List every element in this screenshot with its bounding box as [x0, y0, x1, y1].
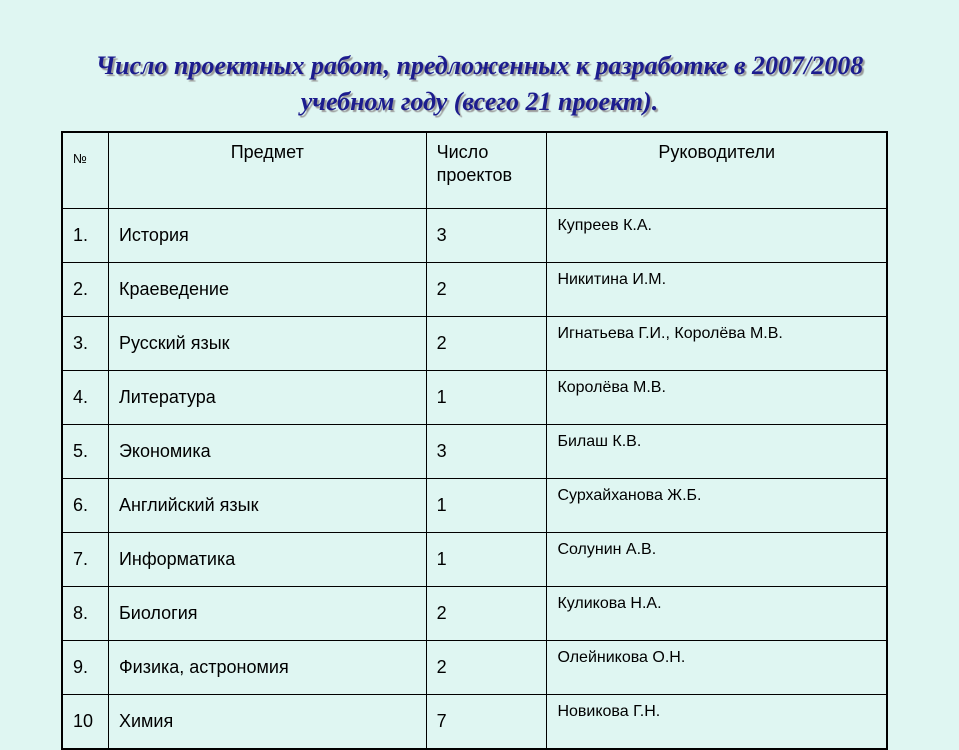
table-row — [62, 209, 887, 263]
row-count: 3 — [426, 209, 547, 263]
row-subject: Химия — [108, 695, 426, 750]
row-leaders: Никитина И.М. — [547, 263, 887, 317]
row-num: 6. — [62, 479, 108, 533]
page-title — [0, 48, 959, 120]
header-num: № — [62, 132, 108, 209]
table-row — [62, 263, 887, 317]
row-count: 2 — [426, 641, 547, 695]
row-subject: Английский язык — [108, 479, 426, 533]
row-num: 9. — [62, 641, 108, 695]
header-leaders: Руководители — [547, 132, 887, 209]
table-row — [62, 587, 887, 641]
row-count: 3 — [426, 425, 547, 479]
header-subject: Предмет — [108, 132, 426, 209]
row-leaders: Новикова Г.Н. — [547, 695, 887, 750]
row-subject: Экономика — [108, 425, 426, 479]
row-leaders: Игнатьева Г.И., Королёва М.В. — [547, 317, 887, 371]
row-leaders: Королёва М.В. — [547, 371, 887, 425]
row-leaders: Олейникова О.Н. — [547, 641, 887, 695]
header-count — [426, 132, 547, 209]
row-subject: Литература — [108, 371, 426, 425]
row-num: 7. — [62, 533, 108, 587]
row-num: 8. — [62, 587, 108, 641]
table-row — [62, 479, 887, 533]
row-subject: Биология — [108, 587, 426, 641]
row-num: 1. — [62, 209, 108, 263]
row-subject: Краеведение — [108, 263, 426, 317]
row-subject: Физика, астрономия — [108, 641, 426, 695]
title-line-1: Число проектных работ, предложенных к разработке в 2007/2008 — [95, 51, 864, 80]
header-count-line-2: проектов — [436, 165, 513, 185]
table-row — [62, 317, 887, 371]
table-row — [62, 695, 887, 750]
row-leaders: Билаш К.В. — [547, 425, 887, 479]
row-num: 5. — [62, 425, 108, 479]
table-row — [62, 641, 887, 695]
row-num: 3. — [62, 317, 108, 371]
header-row — [62, 132, 887, 209]
row-count: 7 — [426, 695, 547, 750]
row-count: 1 — [426, 479, 547, 533]
table-row — [62, 371, 887, 425]
table-row — [62, 425, 887, 479]
row-leaders: Солунин А.В. — [547, 533, 887, 587]
row-count: 1 — [426, 371, 547, 425]
row-num: 2. — [62, 263, 108, 317]
row-subject: История — [108, 209, 426, 263]
row-count: 2 — [426, 317, 547, 371]
row-count: 2 — [426, 587, 547, 641]
row-leaders: Купреев К.А. — [547, 209, 887, 263]
projects-table — [61, 131, 888, 750]
row-leaders: Сурхайханова Ж.Б. — [547, 479, 887, 533]
row-num: 10 — [62, 695, 108, 750]
header-count-line-1: Число — [436, 142, 489, 162]
title-line-2: учебном году (всего 21 проект). — [300, 87, 659, 116]
row-leaders: Куликова Н.А. — [547, 587, 887, 641]
row-count: 1 — [426, 533, 547, 587]
row-subject: Информатика — [108, 533, 426, 587]
table-row — [62, 533, 887, 587]
row-count: 2 — [426, 263, 547, 317]
row-subject: Русский язык — [108, 317, 426, 371]
row-num: 4. — [62, 371, 108, 425]
